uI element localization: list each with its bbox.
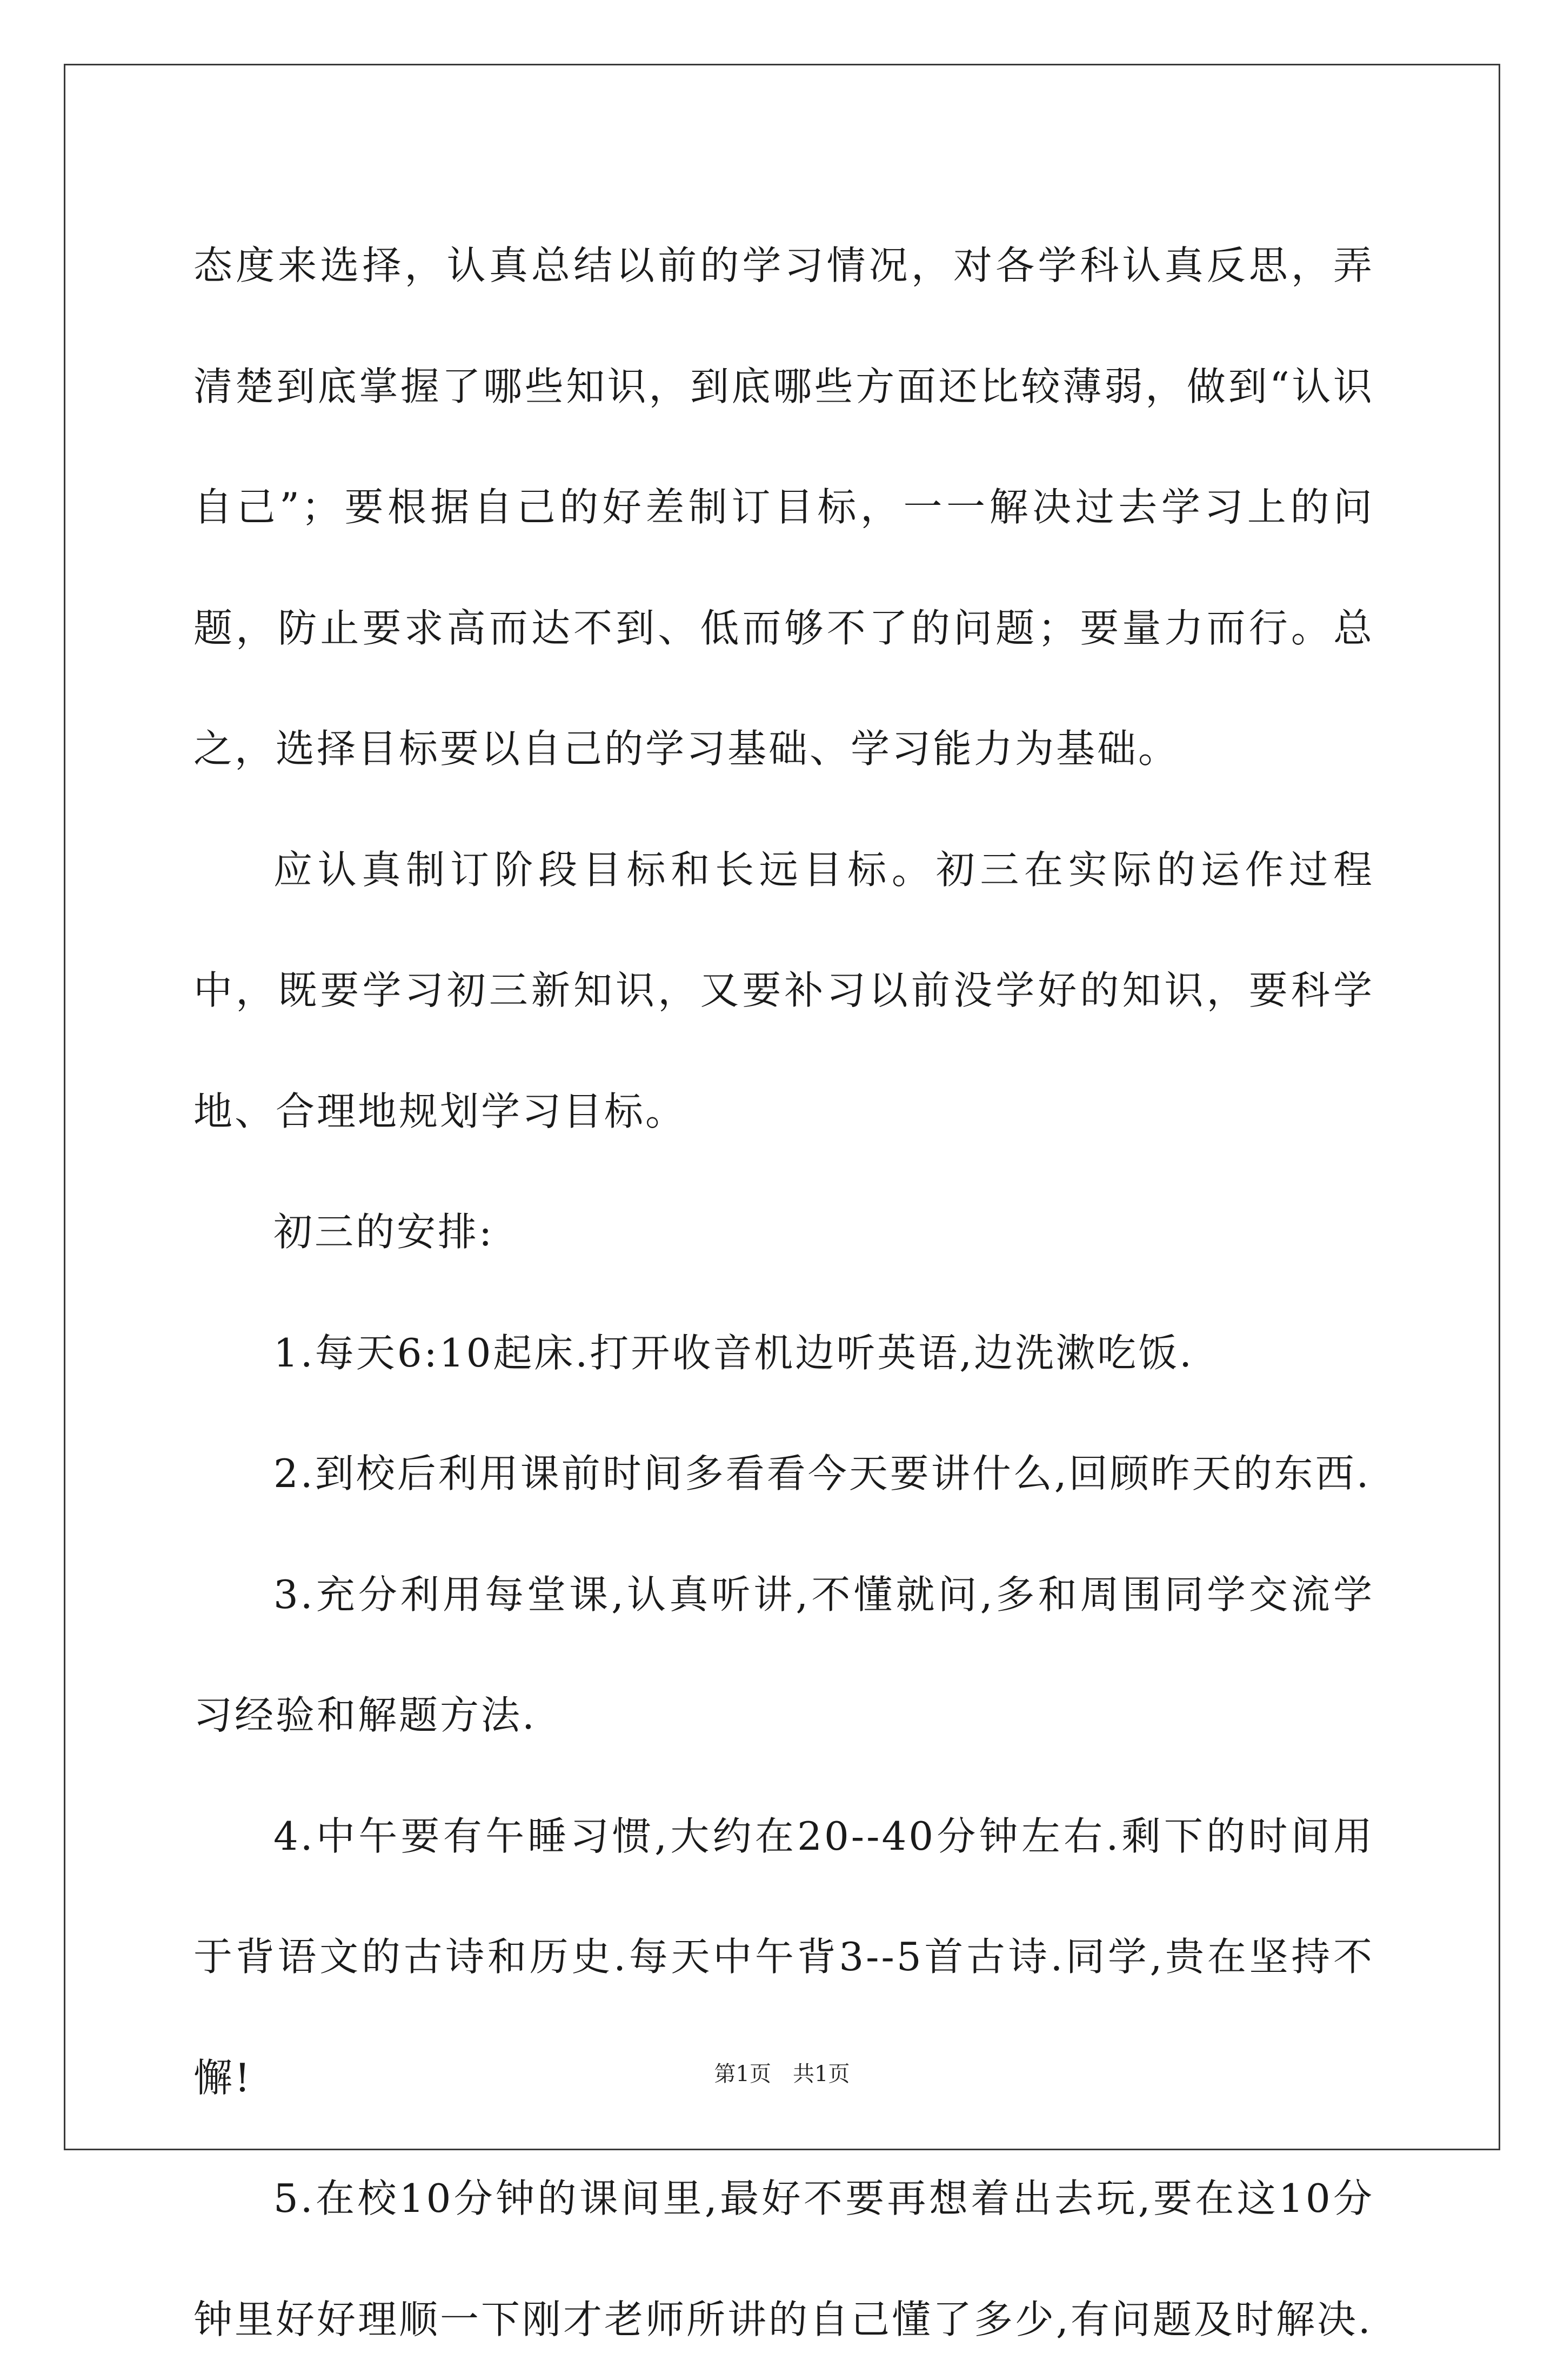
paragraph-7: 4.中午要有午睡习惯,大约在20--40分钟左右.剩下的时间用于背语文的古诗和历史.每天中午背3--5首古诗.同学,贵在坚持不懈! (193, 1813, 1374, 2101)
paragraph-6: 3.充分利用每堂课,认真听讲,不懂就问,多和周围同学交流学习经验和解题方法. (193, 1571, 1374, 1738)
paragraph-3: 初三的安排: (273, 1209, 494, 1255)
paragraph-8: 5.在校10分钟的课间里,最好不要再想着出去玩,要在这10分钟里好好理顺一下刚才老师所讲的自己懂了多少,有问题及时解决. (193, 2176, 1374, 2342)
paragraph-2: 应认真制订阶段目标和长远目标。初三在实际的运作过程中，既要学习初三新知识，又要补习以前没学好的知识，要科学地、合理地规划学习目标。 (193, 846, 1374, 1134)
page-footer: 第1页 共1页 (714, 2062, 850, 2086)
paragraph-5: 2.到校后利用课前时间多看看今天要讲什么,回顾昨天的东西. (273, 1451, 1371, 1496)
paragraph-4: 1.每天6:10起床.打开收音机边听英语,边洗漱吃饭. (273, 1330, 1194, 1376)
document-body (193, 205, 1374, 2380)
paragraph-1: 态度来选择，认真总结以前的学习情况，对各学科认真反思，弄清楚到底掌握了哪些知识，到底哪些方面还比较薄弱，做到“认识自己”；要根据自己的好差制订目标，一一解决过去学习上的问题，防止要求高而达不到、低而够不了的问题；要量力而行。总之，选择目标要以自己的学习基础、学习能力为基础。 (193, 243, 1374, 771)
